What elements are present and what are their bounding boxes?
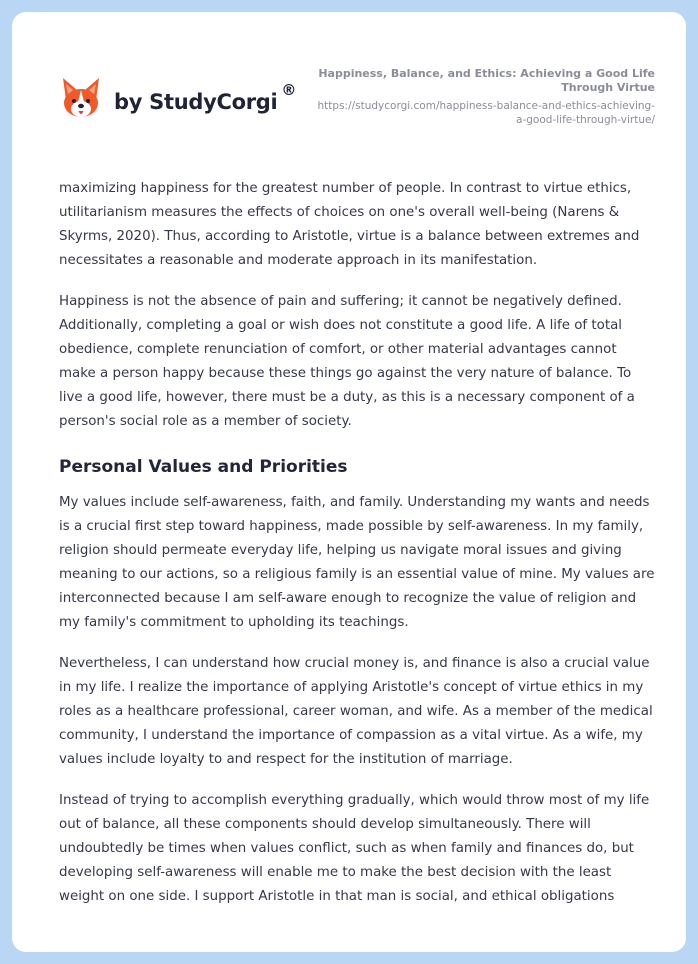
document-title: Happiness, Balance, and Ethics: Achieving a Good Life Through Virtue <box>318 67 655 94</box>
paragraph: maximizing happiness for the greatest number of people. In contrast to virtue ethics, utilitarianism measures the effects of choices on one's overall well-being (Narens & Skyrms, 2020). Thus, according to Aristotle, virtue is a balance between extremes and necessitates a reasonable and moderate approach in its manifestation. <box>59 181 640 268</box>
brand-text: by StudyCorgi <box>114 89 278 114</box>
document-url[interactable]: https://studycorgi.com/happiness-balance-and-ethics-achieving-a-good-life-through-virtue/ <box>317 100 655 126</box>
section-heading: Personal Values and Priorities <box>59 457 348 477</box>
document-info <box>315 67 655 127</box>
corgi-logo-icon <box>60 76 102 120</box>
document-page <box>12 12 686 952</box>
document-content <box>59 177 655 926</box>
paragraph: Instead of trying to accomplish everything gradually, which would throw most of my life out of balance, all these components should develop simultaneously. There will undoubtedly be times when values conflict, such as when family and finances do, but developing self-awareness will enable me to make the best decision with the least weight on one side. I support Aristotle in that man is social, and ethical obligations <box>59 793 650 904</box>
paragraph: My values include self-awareness, faith, and family. Understanding my wants and needs is a crucial first step toward happiness, made possible by self-awareness. In my family, religion should permeate everyday life, helping us navigate moral issues and giving meaning to our actions, so a religious family is an essential value of mine. My values are interconnected because I am self-aware enough to recognize the value of religion and my family's commitment to upholding its teachings. <box>59 495 655 630</box>
paragraph: Happiness is not the absence of pain and suffering; it cannot be negatively defined. Additionally, completing a goal or wish does not constitute a good life. A life of total obedience, complete renunciation of comfort, or other material advantages cannot make a person happy because these things go against the very nature of balance. To live a good life, however, there must be a duty, as this is a necessary component of a person's social role as a member of society. <box>59 294 635 429</box>
brand-name <box>114 80 297 114</box>
page-header <box>12 12 686 162</box>
registered-mark: ® <box>281 80 297 99</box>
studycorgi-logo[interactable] <box>60 76 296 120</box>
paragraph: Nevertheless, I can understand how crucial money is, and finance is also a crucial value in my life. I realize the importance of applying Aristotle's concept of virtue ethics in my roles as a healthcare professional, career woman, and wife. As a member of the medical community, I understand the importance of compassion as a vital virtue. As a wife, my values include loyalty to and respect for the institution of marriage. <box>59 656 653 767</box>
